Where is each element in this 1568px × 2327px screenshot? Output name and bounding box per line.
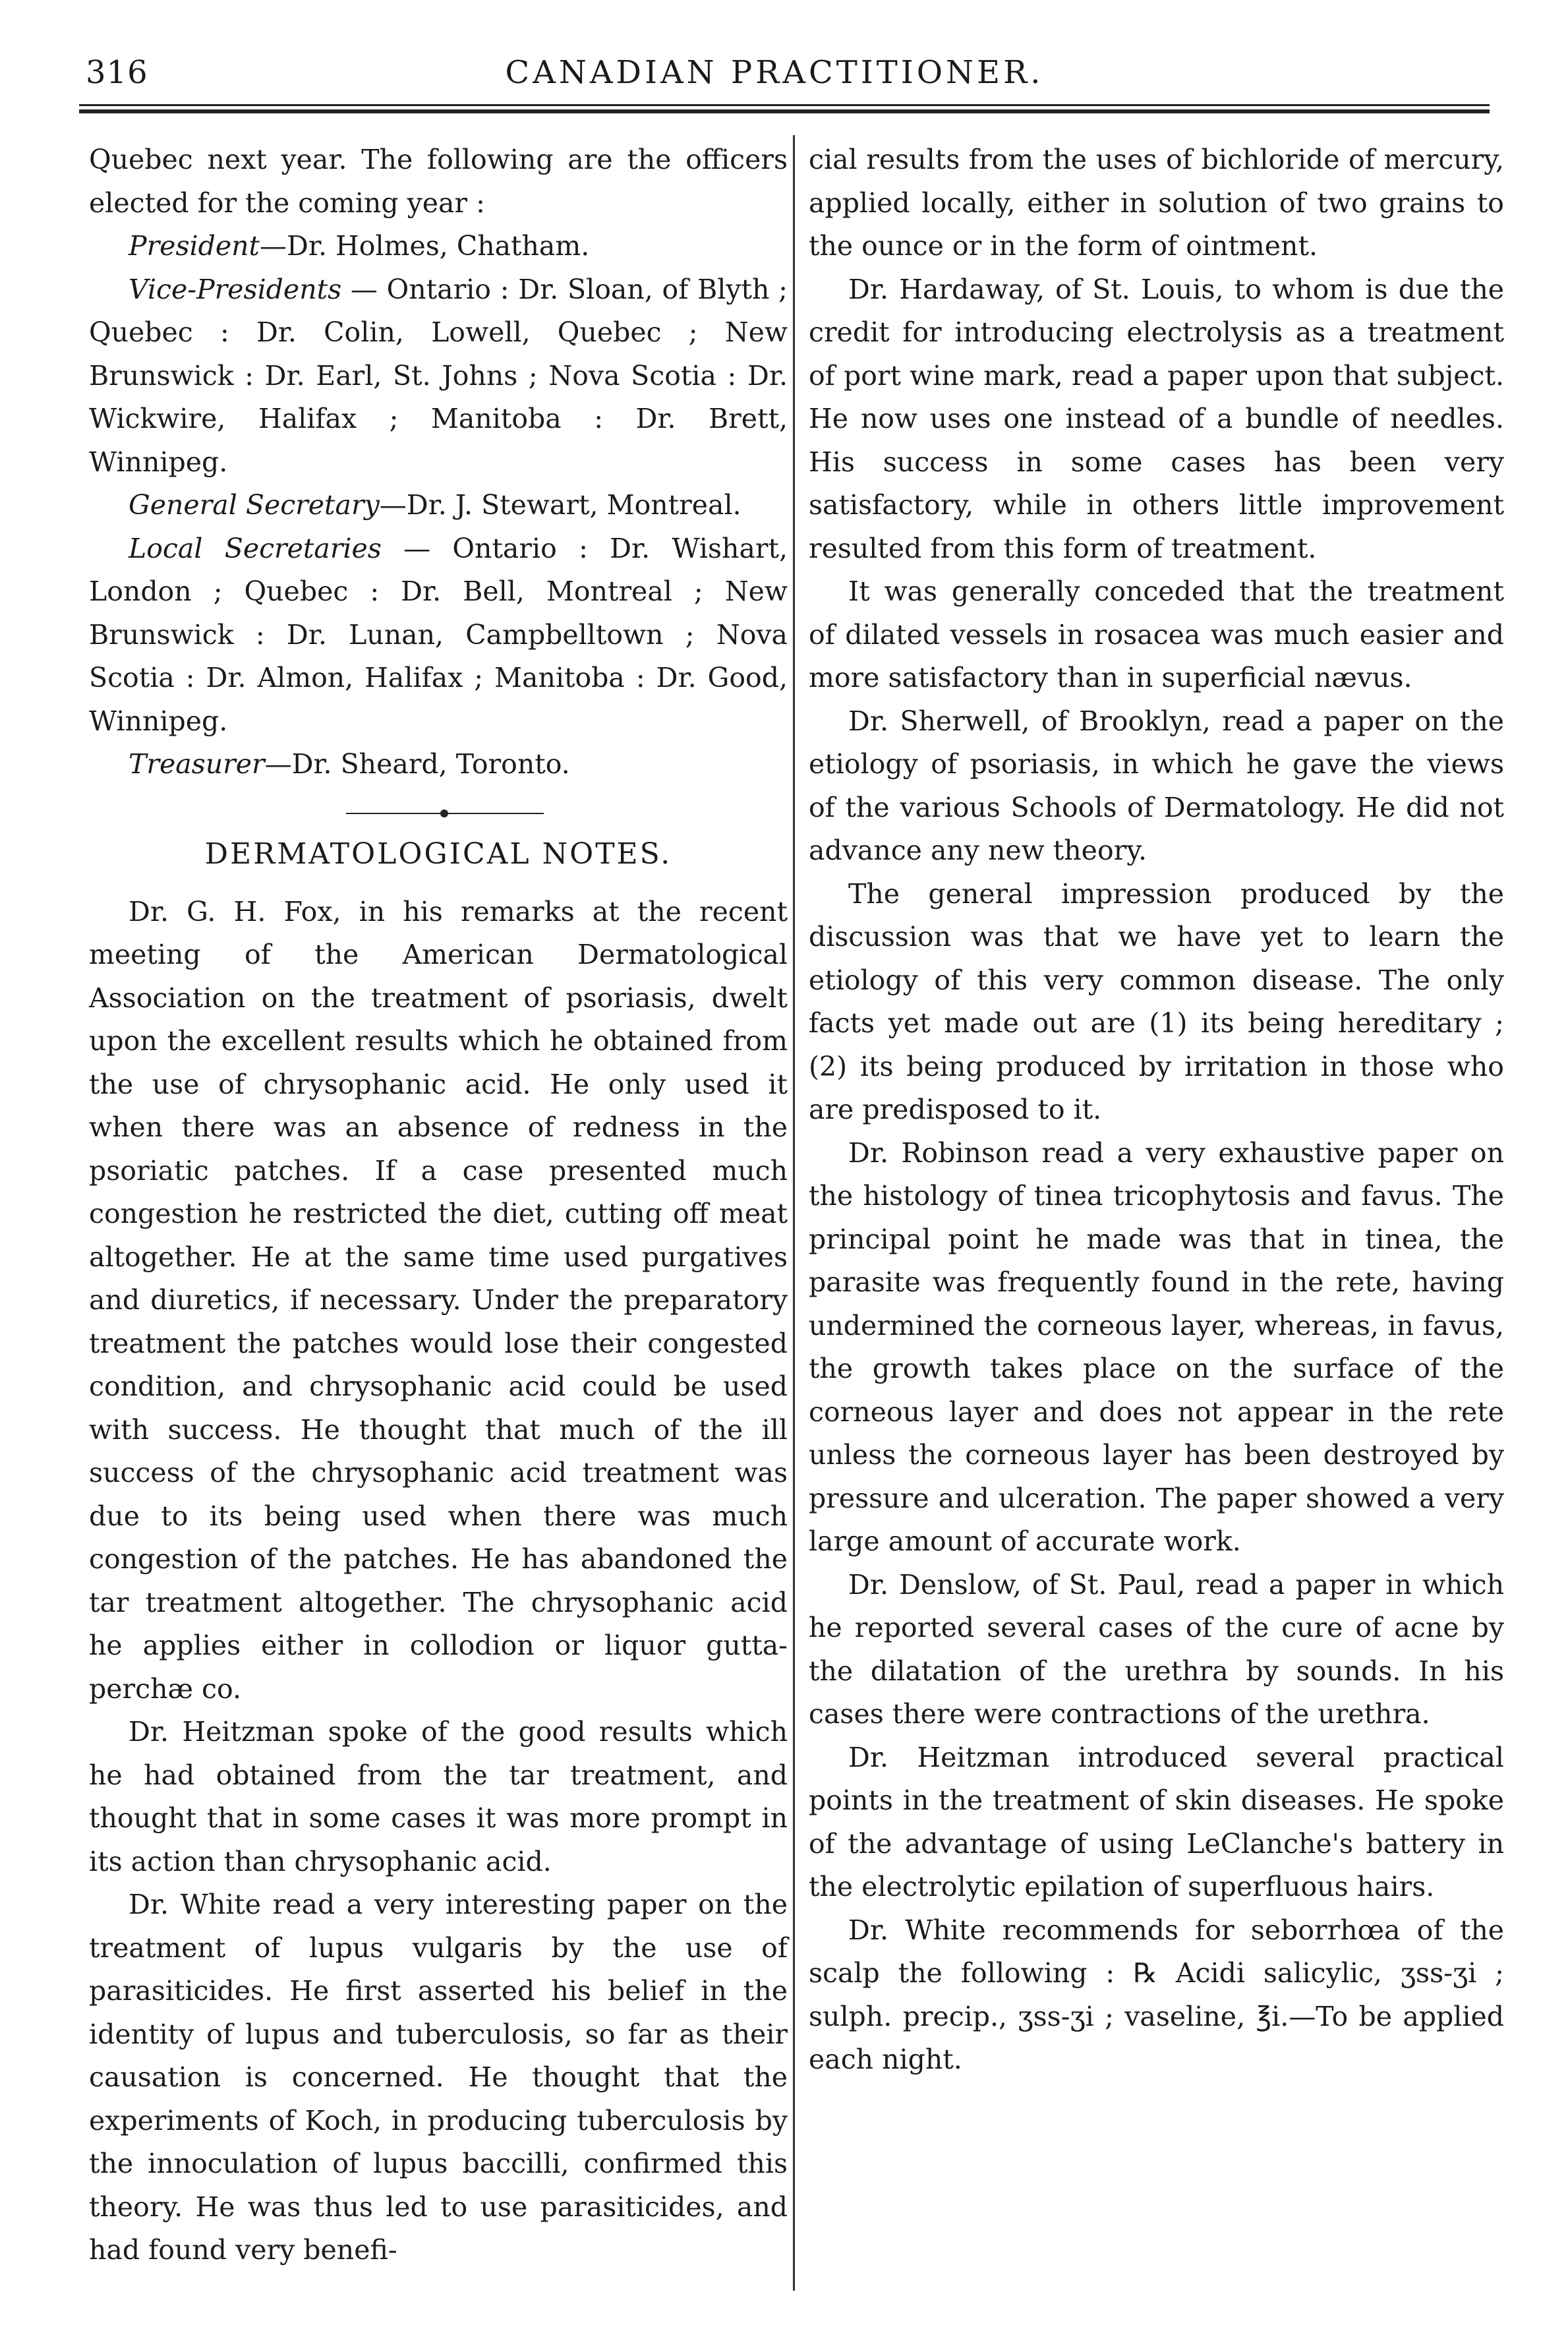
paragraph-rosacea: It was generally conceded that the treatment of dilated vessels in rosacea was much easier and more satisfactory than in superficial nævus. <box>809 575 1504 693</box>
officer-general-secretary <box>89 484 788 527</box>
header-rule-thin <box>79 104 1490 106</box>
officer-names: — Ontario : Dr. Wishart, London ; Quebec : Dr. Bell, Montreal ; New Brunswick : Dr. Lunan, Campbelltown ; Nova Scotia : Dr. Almon, Halifax ; Manitoba : Dr. Good, Winnipeg. <box>89 532 788 737</box>
left-column <box>89 138 788 2272</box>
officer-role: Treasurer <box>129 748 265 780</box>
officer-names: — Ontario : Dr. Sloan, of Blyth ; Quebec : Dr. Colin, Lowell, Quebec ; New Brunswick : Dr. Earl, St. Johns ; Nova Scotia : Dr. Wickwire, Halifax ; Manitoba : Dr. Brett, Winnipeg. <box>89 273 788 478</box>
officer-role: Local Secretaries <box>129 532 382 564</box>
divider-dot <box>440 810 448 817</box>
officer-treasurer <box>89 743 788 786</box>
officer-role: President <box>129 230 260 262</box>
officer-president <box>89 225 788 268</box>
header-rule-thick <box>79 109 1490 113</box>
officer-vice-presidents <box>89 268 788 485</box>
paragraph-general-impression: The general impression produced by the discussion was that we have yet to learn the etiology of this very common disease. The only facts yet made out are (1) its being hereditary ; (2) its being produced by irritation in those who are predisposed to it. <box>809 877 1504 1125</box>
section-heading: DERMATOLOGICAL NOTES. <box>204 837 672 871</box>
section-divider <box>89 786 788 833</box>
right-column <box>809 138 1504 2082</box>
officers-intro: Quebec next year. The following are the officers elected for the coming year : <box>89 144 788 219</box>
paragraph-continuation: cial results from the uses of bichloride of mercury, applied locally, either in solution of two grains to the ounce or in the form of ointment. <box>809 144 1504 262</box>
column-divider <box>793 135 795 2291</box>
officer-names: —Dr. J. Stewart, Montreal. <box>379 489 741 521</box>
officer-role: General Secretary <box>129 489 380 521</box>
officer-local-secretaries <box>89 527 788 744</box>
paragraph-robinson: Dr. Robinson read a very exhaustive paper on the histology of tinea tricophytosis and favus. The principal point he made was that in tinea, the parasite was frequently found in the rete, having undermined the corneous layer, whereas, in favus, the growth takes place on the surface of the corneous layer and does not appear in the rete unless the corneous layer has been destroyed by pressure and ulceration. The paper showed a very large amount of accurate work. <box>809 1136 1504 1557</box>
paragraph-heitzman-epilation: Dr. Heitzman introduced several practical points in the treatment of skin diseases. He spoke of the advantage of using LeClanche's battery in the electrolytic epilation of superfluous hairs. <box>809 1741 1504 1902</box>
officer-role: Vice-Presidents <box>129 273 342 305</box>
paragraph-white-lupus: Dr. White read a very interesting paper on the treatment of lupus vulgaris by the use of parasiticides. He first asserted his belief in the identity of lupus and tuberculosis, so far as their causation is concerned. He thought that the experiments of Koch, in producing tuberculosis by the innoculation of lupus baccilli, confirmed this theory. He was thus led to use parasiticides, and had found very benefi- <box>89 1889 788 2266</box>
officer-names: —Dr. Holmes, Chatham. <box>260 230 590 262</box>
running-title: CANADIAN PRACTITIONER. <box>505 54 1044 91</box>
paragraph-sherwell: Dr. Sherwell, of Brooklyn, read a paper on the etiology of psoriasis, in which he gave the views of the various Schools of Dermatology. He did not advance any new theory. <box>809 705 1504 866</box>
officer-names: —Dr. Sheard, Toronto. <box>264 748 570 780</box>
paragraph-denslow: Dr. Denslow, of St. Paul, read a paper in which he reported several cases of the cure of acne by the dilatation of the urethra by sounds. In his cases there were contractions of the urethra. <box>809 1568 1504 1730</box>
page-header <box>86 46 1463 99</box>
paragraph-white-seborrhoea: Dr. White recommends for seborrhœa of the scalp the following : ℞ Acidi salicylic, ʒss-ʒi ; sulph. precip., ʒss-ʒi ; vaseline, ℥i.—To be applied each night. <box>809 1914 1504 2075</box>
paragraph-heitzman-tar: Dr. Heitzman spoke of the good results which he had obtained from the tar treatment, and thought that in some cases it was more prompt in its action than chrysophanic acid. <box>89 1716 788 1877</box>
paragraph-hardaway: Dr. Hardaway, of St. Louis, to whom is due the credit for introducing electrolysis as a treatment of port wine mark, read a paper upon that subject. He now uses one instead of a bundle of needles. His success in some cases has been very satisfactory, while in others little improvement resulted from this form of treatment. <box>809 273 1504 564</box>
page-number: 316 <box>86 54 148 91</box>
paragraph-fox: Dr. G. H. Fox, in his remarks at the recent meeting of the American Dermatological Association on the treatment of psoriasis, dwelt upon the excellent results which he obtained from the use of chrysophanic acid. He only used it when there was an absence of redness in the psoriatic patches. If a case presented much congestion he restricted the diet, cutting off meat altogether. He at the same time used purgatives and diuretics, if necessary. Under the preparatory treatment the patches would lose their congested condition, and chrysophanic acid could be used with success. He thought that much of the ill success of the chrysophanic acid treatment was due to its being used when there was much congestion of the patches. He has abandoned the tar treatment altogether. The chrysophanic acid he applies either in collodion or liquor gutta-perchæ co. <box>89 895 788 1705</box>
